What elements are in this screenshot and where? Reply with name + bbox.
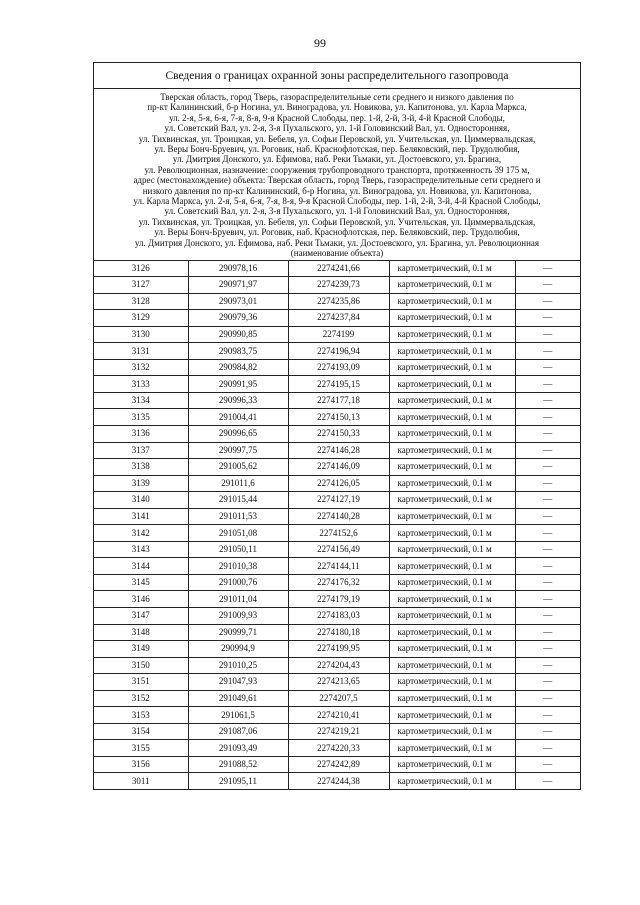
y-coordinate-cell: 2274195,15	[288, 376, 389, 393]
y-coordinate-cell: 2274146,09	[288, 459, 389, 476]
table-row	[94, 591, 580, 608]
table-row	[94, 674, 580, 691]
description-line: ул. Веры Бонч-Бруевич, ул. Роговик, наб. Краснофлотская, пер. Беляковский, пер. Трудолюбия,	[154, 227, 520, 238]
point-number-cell: 3154	[94, 723, 188, 740]
point-number-cell: 3138	[94, 459, 188, 476]
y-coordinate-cell: 2274239,73	[288, 277, 389, 294]
note-cell: —	[515, 690, 580, 707]
description-line: ул. Советский Вал, ул. 2-я, 3-я Пухальского, ул. 1-й Головинский Вал, ул. Односторонняя,	[164, 206, 510, 217]
table-row	[94, 343, 580, 360]
x-coordinate-cell: 290979,36	[188, 310, 288, 327]
table-row	[94, 442, 580, 459]
method-accuracy-cell: картометрический, 0.1 м	[389, 756, 515, 773]
object-description	[94, 89, 580, 261]
x-coordinate-cell: 291000,76	[188, 574, 288, 591]
y-coordinate-cell: 2274220,33	[288, 740, 389, 757]
y-coordinate-cell: 2274179,19	[288, 591, 389, 608]
method-accuracy-cell: картометрический, 0.1 м	[389, 525, 515, 542]
y-coordinate-cell: 2274219,21	[288, 723, 389, 740]
point-number-cell: 3139	[94, 475, 188, 492]
method-accuracy-cell: картометрический, 0.1 м	[389, 409, 515, 426]
note-cell: —	[515, 657, 580, 674]
boundary-info-table	[93, 62, 581, 790]
table-row	[94, 392, 580, 409]
coordinates-table-body	[94, 261, 580, 790]
method-accuracy-cell: картометрический, 0.1 м	[389, 442, 515, 459]
table-row	[94, 657, 580, 674]
method-accuracy-cell: картометрический, 0.1 м	[389, 541, 515, 558]
point-number-cell: 3131	[94, 343, 188, 360]
method-accuracy-cell: картометрический, 0.1 м	[389, 392, 515, 409]
x-coordinate-cell: 291093,49	[188, 740, 288, 757]
y-coordinate-cell: 2274152,6	[288, 525, 389, 542]
note-cell: —	[515, 261, 580, 277]
note-cell: —	[543, 775, 553, 786]
method-accuracy-cell: картометрический, 0.1 м	[389, 343, 515, 360]
table-row	[94, 508, 580, 525]
note-cell: —	[515, 574, 580, 591]
y-coordinate-cell: 2274144,11	[288, 558, 389, 575]
x-coordinate-cell: 291005,62	[188, 459, 288, 476]
table-row	[94, 607, 580, 624]
method-accuracy-cell: картометрический, 0.1 м	[389, 359, 515, 376]
note-cell: —	[515, 624, 580, 641]
point-number-cell: 3127	[94, 277, 188, 294]
note-cell: —	[515, 359, 580, 376]
point-number-cell: 3155	[94, 740, 188, 757]
table-row	[94, 773, 580, 789]
point-number-cell: 3130	[94, 326, 188, 343]
x-coordinate-cell: 290978,16	[188, 261, 288, 277]
note-cell: —	[515, 392, 580, 409]
x-coordinate-cell: 291009,93	[188, 607, 288, 624]
method-accuracy-cell: картометрический, 0.1 м	[389, 591, 515, 608]
note-cell: —	[515, 558, 580, 575]
note-cell: —	[515, 723, 580, 740]
note-cell: —	[515, 425, 580, 442]
point-number-cell: 3151	[94, 674, 188, 691]
point-number-cell: 3152	[94, 690, 188, 707]
table-row	[94, 277, 580, 294]
x-coordinate-cell: 290991,95	[188, 376, 288, 393]
note-cell: —	[515, 277, 580, 294]
table-row	[94, 459, 580, 476]
description-line: низкого давления по пр-кт Калининский, б-р Ногина, ул. Виноградова, ул. Новикова, ул. Капитонова,	[142, 185, 532, 196]
note-cell: —	[515, 674, 580, 691]
point-number-cell: 3132	[94, 359, 188, 376]
x-coordinate-cell: 291088,52	[188, 756, 288, 773]
y-coordinate-cell: 2274156,49	[288, 541, 389, 558]
point-number-cell: 3148	[94, 624, 188, 641]
x-coordinate-cell: 291015,44	[188, 492, 288, 509]
point-number-cell: 3156	[94, 756, 188, 773]
x-coordinate-cell: 290994,9	[188, 641, 288, 658]
method-accuracy-cell: картометрический, 0.1 м	[389, 574, 515, 591]
table-row	[94, 558, 580, 575]
point-number-cell: 3149	[94, 641, 188, 658]
y-coordinate-cell: 2274204,43	[288, 657, 389, 674]
method-accuracy-cell: картометрический, 0.1 м	[389, 508, 515, 525]
method-accuracy-cell: картометрический, 0.1 м	[389, 674, 515, 691]
point-number-cell: 3141	[94, 508, 188, 525]
y-coordinate-cell: 2274199	[288, 326, 389, 343]
point-number-cell: 3128	[94, 293, 188, 310]
point-number-cell: 3136	[94, 425, 188, 442]
point-number-cell: 3145	[94, 574, 188, 591]
x-coordinate-cell: 290983,75	[188, 343, 288, 360]
x-coordinate-cell: 291011,6	[188, 475, 288, 492]
method-accuracy-cell: картометрический, 0.1 м	[389, 657, 515, 674]
note-cell: —	[515, 508, 580, 525]
note-cell: —	[515, 376, 580, 393]
method-accuracy-cell: картометрический, 0.1 м	[389, 607, 515, 624]
page-number: 99	[314, 36, 326, 50]
table-row	[94, 326, 580, 343]
description-line: пр-кт Калининский, б-р Ногина, ул. Виноградова, ул. Новикова, ул. Капитонова, ул. Карла Маркса,	[147, 102, 527, 113]
note-cell: —	[515, 756, 580, 773]
x-coordinate-cell: 290999,71	[188, 624, 288, 641]
table-row	[94, 261, 580, 277]
description-line: ул. Карла Маркса, ул. 2-я, 5-я, 6-я, 7-я, 8-я, 9-я Красной Слободы, пер. 1-й, 2-й, 3-й, 4-й Красной Слободы,	[133, 196, 541, 207]
y-coordinate-cell: 2274150,13	[288, 409, 389, 426]
table-title: Сведения о границах охранной зоны распределительного газопровода	[94, 63, 580, 89]
table-row	[94, 641, 580, 658]
description-line: (наименование объекта)	[290, 248, 384, 259]
x-coordinate-cell: 290996,33	[188, 392, 288, 409]
table-row	[94, 425, 580, 442]
point-number-cell: 3126	[94, 261, 188, 277]
note-cell: —	[515, 525, 580, 542]
point-number-cell: 3140	[94, 492, 188, 509]
point-number-cell: 3142	[94, 525, 188, 542]
table-row	[94, 723, 580, 740]
table-row	[94, 740, 580, 757]
method-accuracy-cell: картометрический, 0.1 м	[389, 310, 515, 327]
method-accuracy-cell: картометрический, 0.1 м	[389, 641, 515, 658]
note-cell: —	[515, 293, 580, 310]
description-line: ул. Веры Бонч-Бруевич, ул. Роговик, наб. Краснофлотская, пер. Беляковский, пер. Трудолюбия,	[154, 144, 520, 155]
x-coordinate-cell: 291050,11	[188, 541, 288, 558]
table-row	[94, 359, 580, 376]
method-accuracy-cell: картометрический, 0.1 м	[389, 376, 515, 393]
table-row	[94, 756, 580, 773]
y-coordinate-cell: 2274241,66	[288, 261, 389, 277]
method-accuracy-cell: картометрический, 0.1 м	[389, 723, 515, 740]
point-number-cell: 3144	[94, 558, 188, 575]
table-row	[94, 409, 580, 426]
method-accuracy-cell: картометрический, 0.1 м	[389, 261, 515, 277]
note-cell: —	[515, 442, 580, 459]
note-cell: —	[515, 409, 580, 426]
point-number-cell: 3143	[94, 541, 188, 558]
x-coordinate-cell: 291004,41	[188, 409, 288, 426]
y-coordinate-cell: 2274146,28	[288, 442, 389, 459]
note-cell: —	[515, 707, 580, 724]
table-row	[94, 574, 580, 591]
coordinates-table	[94, 261, 580, 790]
y-coordinate-cell: 2274193,09	[288, 359, 389, 376]
method-accuracy-cell: картометрический, 0.1 м	[389, 558, 515, 575]
note-cell: —	[515, 475, 580, 492]
method-accuracy-cell: картометрический, 0.1 м	[389, 624, 515, 641]
point-number-cell: 3146	[94, 591, 188, 608]
point-number-cell: 3137	[94, 442, 188, 459]
description-line: ул. 2-я, 5-я, 6-я, 7-я, 8-я, 9-я Красной Слободы, пер. 1-й, 2-й, 3-й, 4-й Красной Слободы,	[169, 112, 505, 123]
description-line: ул. Революционная, назначение: сооружения трубопроводного транспорта, протяженность 39 175 м,	[144, 164, 530, 175]
y-coordinate-cell: 2274177,18	[288, 392, 389, 409]
x-coordinate-cell: 291010,38	[188, 558, 288, 575]
method-accuracy-cell: картометрический, 0.1 м	[389, 326, 515, 343]
point-number-cell: 3153	[94, 707, 188, 724]
y-coordinate-cell: 2274207,5	[288, 690, 389, 707]
point-number-cell: 3129	[94, 310, 188, 327]
point-number-cell: 3134	[94, 392, 188, 409]
method-accuracy-cell: картометрический, 0.1 м	[389, 492, 515, 509]
y-coordinate-cell: 2274127,19	[288, 492, 389, 509]
x-coordinate-cell: 291010,25	[188, 657, 288, 674]
point-number-cell: 3147	[94, 607, 188, 624]
description-line: Тверская область, город Тверь, газораспределительные сети среднего и низкого давления по	[160, 92, 514, 102]
description-line: ул. Дмитрия Донского, ул. Ефимова, наб. Реки Тьмаки, ул. Достоевского, ул. Брагина, ул. Революционная	[134, 237, 540, 248]
y-coordinate-cell: 2274199,95	[288, 641, 389, 658]
note-cell: —	[515, 326, 580, 343]
x-coordinate-cell: 291011,04	[188, 591, 288, 608]
x-coordinate-cell: 290996,65	[188, 425, 288, 442]
description-line: ул. Советский Вал, ул. 2-я, 3-я Пухальского, ул. 1-й Головинский Вал, ул. Односторонняя,	[164, 123, 510, 134]
point-number-cell: 3150	[94, 657, 188, 674]
x-coordinate-cell: 291061,5	[188, 707, 288, 724]
x-coordinate-cell: 291051,08	[188, 525, 288, 542]
description-line: ул. Тихвинская, ул. Троицкая, ул. Бебеля, ул. Софьи Перовской, ул. Учительская, ул. Циммервальдская,	[138, 133, 536, 144]
method-accuracy-cell: картометрический, 0.1 м	[389, 475, 515, 492]
description-line: ул. Тихвинская, ул. Троицкая, ул. Бебеля, ул. Софьи Перовской, ул. Учительская, ул. Циммервальдская,	[138, 216, 536, 227]
x-coordinate-cell: 290990,85	[188, 326, 288, 343]
table-row	[94, 310, 580, 327]
note-cell: —	[515, 492, 580, 509]
point-number-cell: 3135	[94, 409, 188, 426]
x-coordinate-cell: 291011,53	[188, 508, 288, 525]
table-row	[94, 475, 580, 492]
x-coordinate-cell: 291049,61	[188, 690, 288, 707]
note-cell: —	[515, 310, 580, 327]
description-line: ул. Дмитрия Донского, ул. Ефимова, наб. Реки Тьмаки, ул. Достоевского, ул. Брагина,	[172, 154, 502, 165]
x-coordinate-cell: 290973,01	[188, 293, 288, 310]
description-line: адрес (местонахождение) объекта: Тверская область, город Тверь, газораспределительные сети среднего и	[133, 175, 541, 186]
method-accuracy-cell: картометрический, 0.1 м	[389, 773, 515, 789]
y-coordinate-cell: 2274183,03	[288, 607, 389, 624]
method-accuracy-cell: картометрический, 0.1 м	[389, 740, 515, 757]
y-coordinate-cell: 2274242,89	[288, 756, 389, 773]
note-cell: —	[515, 541, 580, 558]
note-cell: —	[515, 459, 580, 476]
note-cell: —	[515, 591, 580, 608]
method-accuracy-cell: картометрический, 0.1 м	[389, 293, 515, 310]
method-accuracy-cell: картометрический, 0.1 м	[389, 425, 515, 442]
x-coordinate-cell: 290971,97	[188, 277, 288, 294]
y-coordinate-cell: 2274244,38	[288, 773, 389, 789]
note-cell: —	[515, 740, 580, 757]
table-row	[94, 541, 580, 558]
y-coordinate-cell: 2274126,05	[288, 475, 389, 492]
table-row	[94, 293, 580, 310]
point-number-cell: 3133	[94, 376, 188, 393]
table-row	[94, 624, 580, 641]
y-coordinate-cell: 2274176,32	[288, 574, 389, 591]
y-coordinate-cell: 2274237,84	[288, 310, 389, 327]
note-cell: —	[515, 343, 580, 360]
y-coordinate-cell: 2274196,94	[288, 343, 389, 360]
y-coordinate-cell: 2274210,41	[288, 707, 389, 724]
note-cell: —	[515, 641, 580, 658]
table-row	[94, 707, 580, 724]
y-coordinate-cell: 2274140,28	[288, 508, 389, 525]
method-accuracy-cell: картометрический, 0.1 м	[389, 277, 515, 294]
y-coordinate-cell: 2274150,33	[288, 425, 389, 442]
x-coordinate-cell: 291095,11	[188, 773, 288, 789]
y-coordinate-cell: 2274213,65	[288, 674, 389, 691]
note-cell: —	[515, 607, 580, 624]
table-row	[94, 525, 580, 542]
point-number-cell: 3011	[94, 773, 188, 789]
x-coordinate-cell: 291087,06	[188, 723, 288, 740]
method-accuracy-cell: картометрический, 0.1 м	[389, 690, 515, 707]
y-coordinate-cell: 2274180,18	[288, 624, 389, 641]
table-row	[94, 690, 580, 707]
x-coordinate-cell: 290997,75	[188, 442, 288, 459]
x-coordinate-cell: 290984,82	[188, 359, 288, 376]
x-coordinate-cell: 291047,93	[188, 674, 288, 691]
method-accuracy-cell: картометрический, 0.1 м	[389, 707, 515, 724]
table-row	[94, 376, 580, 393]
table-row	[94, 492, 580, 509]
method-accuracy-cell: картометрический, 0.1 м	[389, 459, 515, 476]
y-coordinate-cell: 2274235,86	[288, 293, 389, 310]
